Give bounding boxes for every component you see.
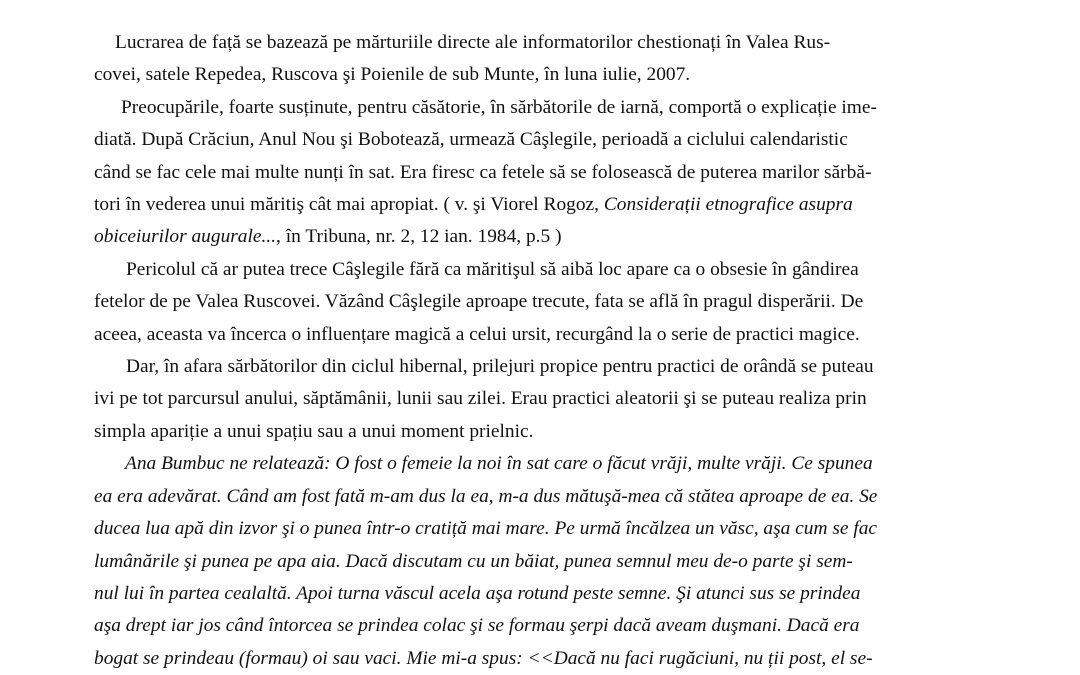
text-line-with-citation [94, 189, 936, 221]
text-line: când se fac cele mai multe nunți în sat. Era firesc ca fetele să se folosească de puterea marilor sărbă- [94, 161, 872, 183]
text-line: bogat se prindeau (formau) oi sau vaci. Mie mi-a spus: <<Dacă nu faci rugăciuni, nu ții post, el se- [94, 647, 873, 669]
text-line: ea era adevărat. Când am fost fată m-am dus la ea, m-a dus mătuşă-mea că stătea aproape de ea. Se [94, 485, 878, 507]
text-line-with-citation [94, 221, 936, 253]
text-fragment: tori în vederea unui măritiş cât mai apropiat. ( v. şi Viorel Rogoz, [94, 194, 604, 216]
text-line: diată. După Crăciun, Anul Nou şi Bobotează, urmează Câşlegile, perioadă a ciclului calendaristic [94, 129, 848, 151]
paragraph-caslegi-danger [94, 254, 936, 351]
text-line: covei, satele Repedea, Ruscova şi Poienile de sub Munte, în luna iulie, 2007. [94, 64, 691, 86]
text-line: aşa drept iar jos când întorcea se prindea colac şi se formau şerpi dacă aveam duşmani. Dacă era [94, 615, 860, 637]
paragraph-marriage-preoccupation [94, 92, 936, 254]
paragraph-occasions [94, 351, 936, 448]
citation-title: obiceiurilor augurale... [94, 226, 277, 248]
paragraph-intro [94, 27, 936, 92]
text-line: aceea, aceasta va încerca o influențare magică a celui ursit, recurgând la o serie de practici magice. [94, 323, 860, 345]
paragraph-testimony [94, 448, 936, 675]
text-line: simpla apariție a unui spațiu sau a unui moment prielnic. [94, 420, 534, 442]
text-line: fetelor de pe Valea Ruscovei. Văzând Câşlegile aproape trecute, fata se află în pragul disperării. De [94, 291, 864, 313]
text-line: ivi pe tot parcursul anului, săptămânii, lunii sau zilei. Erau practici aleatorii şi se puteau realiza prin [94, 388, 867, 410]
text-line: Dar, în afara sărbătorilor din ciclul hibernal, prilejuri propice pentru practici de orândă se puteau [126, 356, 874, 378]
text-line: Ana Bumbuc ne relatează: O fost o femeie la noi în sat care o făcut vrăji, multe vrăji. Ce spunea [125, 453, 873, 475]
text-line: nul lui în partea cealaltă. Apoi turna văscul acela aşa rotund peste semne. Şi atunci sus se prindea [94, 582, 861, 604]
text-line: Pericolul că ar putea trece Câşlegile fără ca măritişul să aibă loc apare ca o obsesie în gândirea [126, 258, 859, 280]
text-line: Lucrarea de față se bazează pe mărturiile directe ale informatorilor chestionați în Valea Rus- [115, 32, 831, 53]
citation-title: Considerații etnografice asupra [603, 194, 853, 216]
text-line: lumânările şi punea pe apa aia. Dacă discutam cu un băiat, punea semnul meu de-o parte şi sem- [94, 550, 853, 572]
text-line: Preocupările, foarte susținute, pentru căsătorie, în sărbătorile de iarnă, comportă o explicație ime- [121, 96, 877, 118]
text-line: ducea lua apă din izvor şi o punea într-o cratiță mai mare. Pe urmă încălzea un văsc, aşa cum se fac [94, 518, 878, 540]
citation-source: , în Tribuna, nr. 2, 12 ian. 1984, p.5 ) [276, 226, 562, 248]
